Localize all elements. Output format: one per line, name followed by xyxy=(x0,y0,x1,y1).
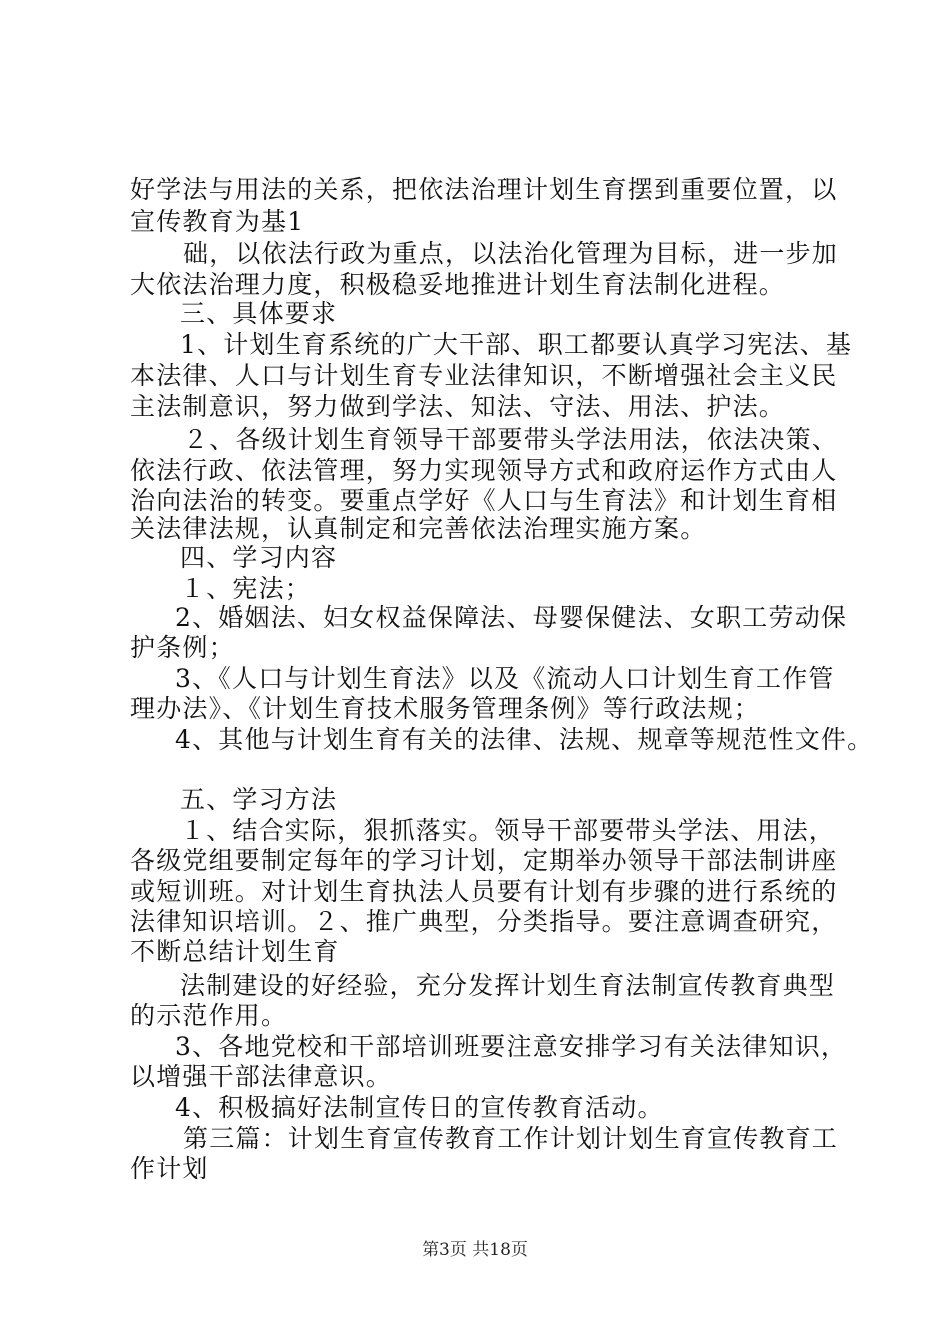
body-line: 宣传教育为基1 xyxy=(130,207,305,236)
body-line: 主法制意识，努力做到学法、知法、守法、用法、护法。 xyxy=(130,392,786,421)
body-line: 好学法与用法的关系，把依法治理计划生育摆到重要位置，以 xyxy=(130,175,838,204)
body-line: 4、其他与计划生育有关的法律、法规、规章等规范性文件。 xyxy=(175,725,874,754)
body-line: 法制建设的好经验，充分发挥计划生育法制宣传教育典型 xyxy=(180,971,836,1000)
page-footer: 第3页 共18页 xyxy=(422,1240,528,1260)
body-line: １、结合实际，狠抓落实。领导干部要带头学法、用法， xyxy=(180,816,836,845)
body-line: 4、积极搞好法制宣传日的宣传教育活动。 xyxy=(175,1093,664,1122)
body-line: 3、各地党校和干部培训班要注意安排学习有关法律知识， xyxy=(175,1032,848,1061)
section-heading: 三、具体要求 xyxy=(180,299,338,328)
body-line: 大依法治理力度，积极稳妥地推进计划生育法制化进程。 xyxy=(130,270,786,299)
body-line: 护条例； xyxy=(130,633,235,662)
body-line: 1、计划生育系统的广大干部、职工都要认真学习宪法、基 xyxy=(180,330,853,359)
body-line: 理办法》、《计划生育技术服务管理条例》等行政法规； xyxy=(130,694,761,723)
body-line: １、宪法； xyxy=(180,574,312,603)
body-line: 依法行政、依法管理，努力实现领导方式和政府运作方式由人 xyxy=(130,456,838,485)
body-line: 不断总结计划生育 xyxy=(130,937,340,966)
body-line: 3、《人口与计划生育法》以及《流动人口计划生育工作管 xyxy=(175,664,835,693)
body-line: 作计划 xyxy=(130,1154,209,1183)
body-line: 以增强干部法律意识。 xyxy=(130,1062,393,1091)
body-line: ２、各级计划生育领导干部要带头学法用法，依法决策、 xyxy=(183,425,839,454)
section-heading: 五、学习方法 xyxy=(180,785,338,814)
body-line: 或短训班。对计划生育执法人员要有计划有步骤的进行系统的 xyxy=(130,877,838,906)
body-line: 治向法治的转变。要重点学好《人口与生育法》和计划生育相 xyxy=(130,486,838,515)
body-line: 本法律、人口与计划生育专业法律知识，不断增强社会主义民 xyxy=(130,361,838,390)
body-line: 的示范作用。 xyxy=(130,1001,288,1030)
section-heading: 四、学习内容 xyxy=(180,543,338,572)
body-line: 法律知识培训。２、推广典型，分类指导。要注意调查研究， xyxy=(130,907,838,936)
body-line: 各级党组要制定每年的学习计划，定期举办领导干部法制讲座 xyxy=(130,846,838,875)
body-line: 2、婚姻法、妇女权益保障法、母婴保健法、女职工劳动保 xyxy=(175,603,848,632)
body-line: 关法律法规，认真制定和完善依法治理实施方案。 xyxy=(130,514,707,543)
body-line: 础，以依法行政为重点，以法治化管理为目标，进一步加 xyxy=(183,239,839,268)
section-heading: 第三篇：计划生育宣传教育工作计划计划生育宣传教育工 xyxy=(183,1124,839,1153)
